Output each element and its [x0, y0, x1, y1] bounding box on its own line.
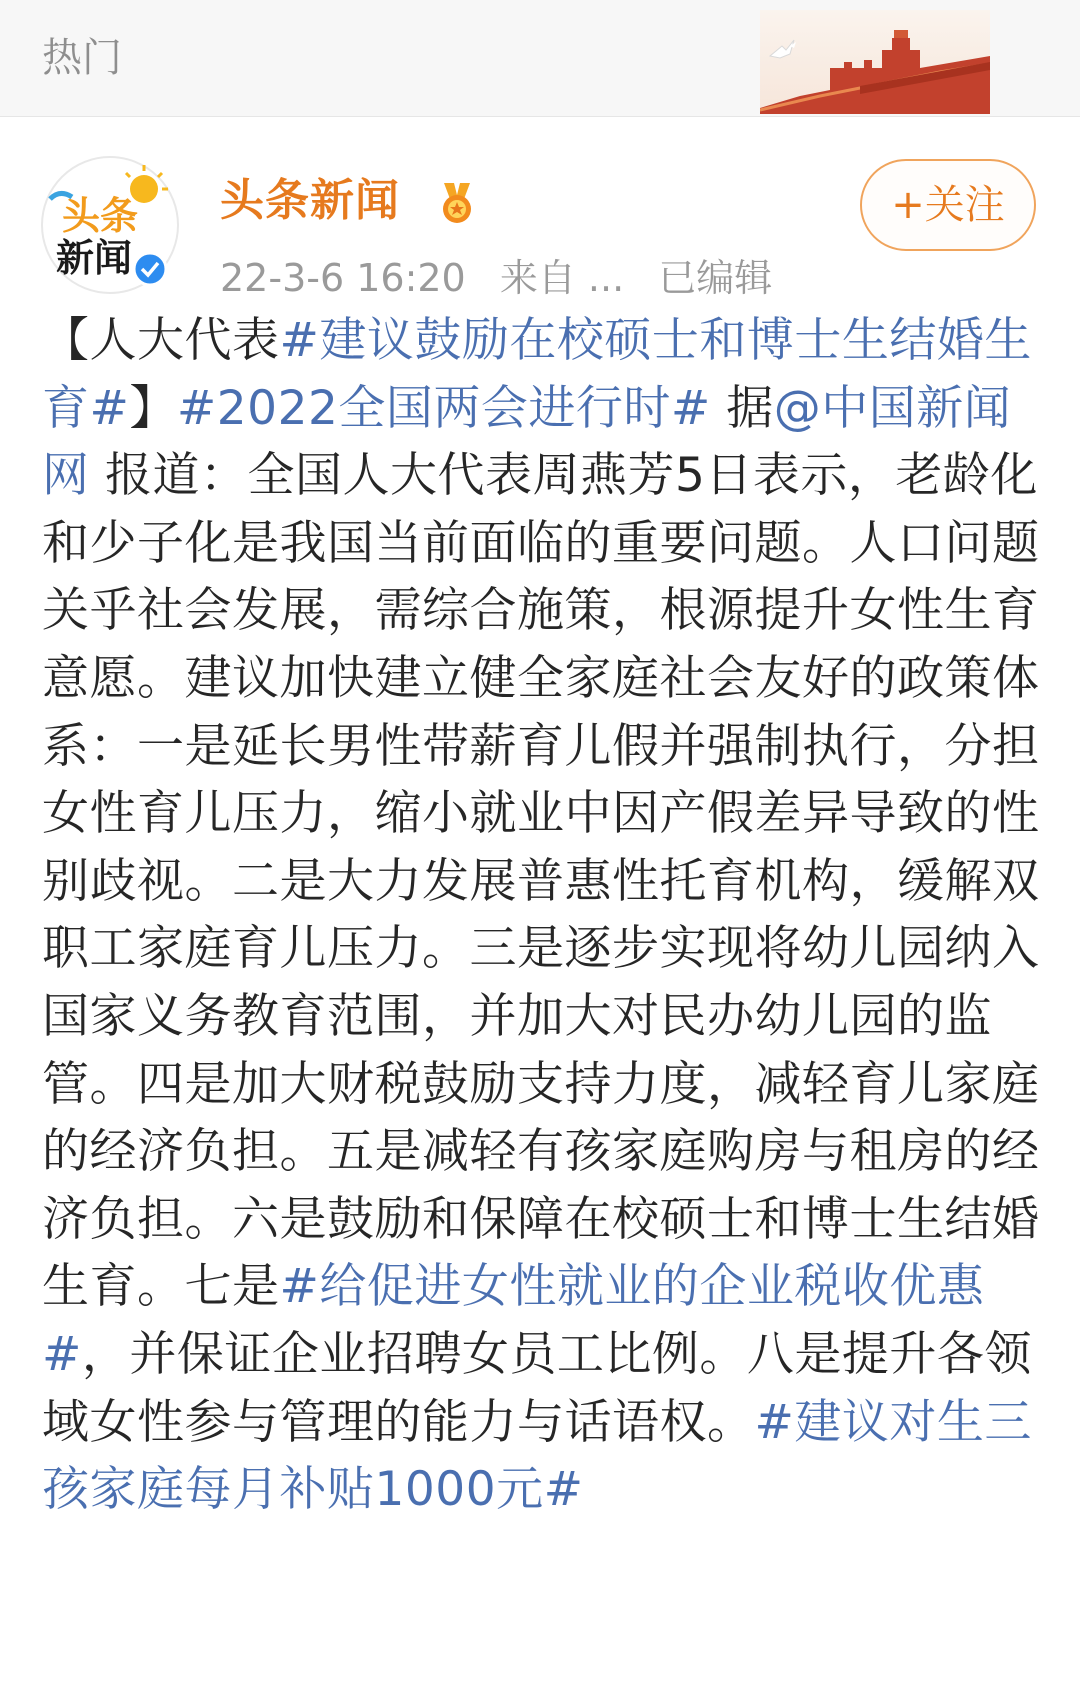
- body-text-segment: 据: [710, 380, 774, 436]
- hashtag-link[interactable]: #建议对生三孩家庭每月补贴1000元#: [42, 1394, 1032, 1518]
- body-text-segment: 报道：全国人大代表周燕芳5日表示，老龄化和少子化是我国当前面临的重要问题。人口问题关乎社会发展，需综合施策，根源提升女性生育意愿。建议加快建立健全家庭社会友好的政策体系：一是延长男性带薪育儿假并强制执行，分担女性育儿压力，缩小就业中因产假差异导致的性别歧视。二是大力发展普惠性托育机构，缓解双职工家庭育儿压力。三是逐步实现将幼儿园纳入国家义务教育范围，并加大对民办幼儿园的监管。四是加大财税鼓励支持力度，减轻育儿家庭的经济负担。五是减轻有孩家庭购房与租房的经济负担。六是鼓励和保障在校硕士和博士生结婚生育。七是: [42, 448, 1040, 1315]
- hashtag-link[interactable]: #建议鼓励在校硕士和博士生结婚生育#: [42, 313, 1032, 436]
- author-name[interactable]: 头条新闻: [220, 175, 400, 226]
- medal-icon: [432, 177, 482, 227]
- mention-link[interactable]: @中国新闻网: [42, 380, 1012, 504]
- post-timestamp: 22-3-6 16:20: [220, 256, 466, 300]
- hashtag-link[interactable]: #给促进女性就业的企业税收优惠#: [42, 1259, 985, 1382]
- weibo-post-card: [0, 117, 1080, 1702]
- hashtag-link[interactable]: #2022全国两会进行时#: [176, 380, 711, 436]
- avatar-text-bottom: 新闻: [56, 236, 133, 280]
- body-text-segment: 】: [129, 380, 177, 436]
- great-wall-dove-banner: [760, 10, 990, 114]
- avatar-text-top: 头条: [62, 194, 139, 238]
- verified-badge-icon: [134, 253, 166, 285]
- edited-label[interactable]: 已编辑: [658, 256, 773, 300]
- post-source[interactable]: 来自 ...: [499, 256, 625, 300]
- follow-button[interactable]: +关注: [860, 159, 1036, 251]
- post-meta: [220, 253, 794, 303]
- post-body-text: [42, 307, 1042, 1524]
- section-title[interactable]: 热门: [42, 35, 122, 81]
- top-bar: [0, 0, 1080, 117]
- body-text-segment: 【人大代表: [42, 313, 280, 368]
- body-text-segment: ，并保证企业招聘女员工比例。八是提升各领域女性参与管理的能力与话语权。: [42, 1326, 1032, 1450]
- author-avatar[interactable]: [40, 155, 180, 295]
